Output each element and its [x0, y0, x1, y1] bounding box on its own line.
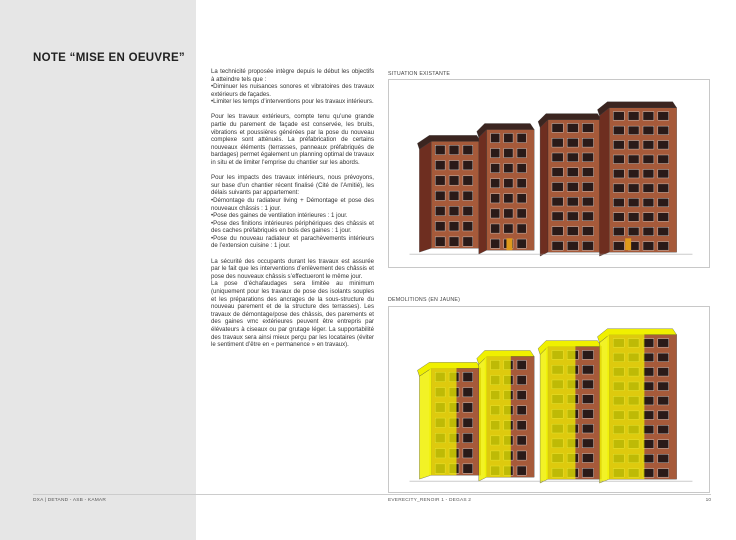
- paragraph-line: La technicité proposée intègre depuis le début les objectifs à atteindre tels que :: [211, 68, 374, 83]
- window: [567, 182, 578, 191]
- window: [643, 213, 654, 222]
- window: [517, 209, 526, 218]
- window: [658, 339, 669, 348]
- window: [643, 184, 654, 193]
- window: [582, 212, 593, 221]
- window: [491, 209, 500, 218]
- window: [491, 133, 500, 142]
- window: [658, 227, 669, 236]
- window: [552, 197, 563, 206]
- window: [613, 213, 624, 222]
- window: [582, 138, 593, 147]
- window: [463, 206, 473, 215]
- body-text: [211, 68, 374, 356]
- window: [613, 227, 624, 236]
- window: [658, 382, 669, 391]
- building-side: [479, 129, 487, 254]
- page-title: NOTE “MISE EN OEUVRE”: [33, 52, 185, 64]
- window: [628, 141, 639, 150]
- window: [463, 145, 473, 154]
- window: [658, 353, 669, 362]
- sidebar-panel: [0, 0, 196, 540]
- paragraph-line: •Limiter les temps d’interventions pour les travaux intérieurs.: [211, 98, 374, 106]
- paragraph-line: •Pose du nouveau radiateur et parachèvements intérieurs de l’extension cuisine : 1 jour.: [211, 234, 374, 250]
- window: [491, 224, 500, 233]
- demolition-highlight: [607, 333, 644, 479]
- window: [504, 133, 513, 142]
- demolition-highlight: [485, 354, 511, 477]
- window: [463, 176, 473, 185]
- entrance-door: [506, 238, 512, 250]
- window: [552, 182, 563, 191]
- window: [643, 396, 654, 405]
- window: [613, 141, 624, 150]
- paragraph-line: •Pose des finitions intérieures périphériques des châssis et des caches préfabriqués en bois des gaines : 1 jour.: [211, 219, 374, 235]
- window: [552, 212, 563, 221]
- window: [628, 227, 639, 236]
- window: [613, 198, 624, 207]
- window: [552, 124, 563, 133]
- window: [449, 145, 459, 154]
- window: [582, 182, 593, 191]
- window: [552, 168, 563, 177]
- window: [491, 194, 500, 203]
- figure-demolitions: [388, 306, 710, 493]
- window: [567, 227, 578, 236]
- window: [567, 241, 578, 250]
- window: [643, 353, 654, 362]
- window: [463, 403, 473, 412]
- window: [582, 380, 593, 389]
- window: [504, 164, 513, 173]
- window: [517, 133, 526, 142]
- window: [613, 126, 624, 135]
- window: [504, 149, 513, 158]
- window: [582, 395, 593, 404]
- footer-divider: [33, 494, 711, 495]
- window: [463, 237, 473, 246]
- window: [628, 126, 639, 135]
- window: [582, 351, 593, 360]
- window: [658, 368, 669, 377]
- window: [463, 464, 473, 473]
- window: [628, 112, 639, 121]
- window: [582, 168, 593, 177]
- window: [552, 241, 563, 250]
- window: [463, 222, 473, 231]
- window: [582, 439, 593, 448]
- window: [643, 169, 654, 178]
- paragraph-line: Pour les impacts des travaux intérieurs, nous prévoyons, sur base d’un chantier récent finalisé (Cité de l’Amitié), les délais suivants par appartement:: [211, 174, 374, 197]
- window: [517, 391, 526, 400]
- footer-project: EVERECITY_RENOIR 1 - DEGAS 2: [388, 498, 472, 503]
- window: [463, 161, 473, 170]
- window: [582, 124, 593, 133]
- demolition-highlight: [546, 345, 575, 480]
- window: [463, 388, 473, 397]
- window: [517, 149, 526, 158]
- window: [582, 227, 593, 236]
- window: [449, 237, 459, 246]
- window: [658, 454, 669, 463]
- window: [517, 179, 526, 188]
- window: [658, 169, 669, 178]
- window: [582, 424, 593, 433]
- window: [643, 440, 654, 449]
- footer-credits: DXA | DETAND - ASB - KAMAR: [33, 498, 106, 503]
- window: [582, 454, 593, 463]
- window: [517, 451, 526, 460]
- window: [463, 449, 473, 458]
- window: [628, 155, 639, 164]
- paragraph-line: •Diminuer les nuisances sonores et vibratoires des travaux extérieurs de façades.: [211, 83, 374, 98]
- window: [628, 184, 639, 193]
- demolition-highlight: [429, 366, 456, 475]
- window: [658, 155, 669, 164]
- window: [517, 224, 526, 233]
- window: [628, 169, 639, 178]
- window: [582, 197, 593, 206]
- window: [582, 468, 593, 477]
- window: [658, 184, 669, 193]
- window: [658, 141, 669, 150]
- building-render-existing: [389, 80, 709, 267]
- window: [582, 153, 593, 162]
- paragraph-line: •Pose des gaines de ventilation intérieures : 1 jour.: [211, 212, 348, 220]
- window: [517, 194, 526, 203]
- paragraph-line: •Démontage du radiateur living + Démontage et pose des nouveaux châssis : 1 jour.: [211, 196, 374, 212]
- paragraph: [211, 258, 374, 349]
- figure-existing-situation: [388, 79, 710, 268]
- window: [449, 161, 459, 170]
- window: [504, 179, 513, 188]
- window: [658, 242, 669, 251]
- paragraph: [211, 113, 374, 166]
- window: [491, 149, 500, 158]
- window: [567, 124, 578, 133]
- window: [449, 191, 459, 200]
- window: [658, 126, 669, 135]
- window: [643, 155, 654, 164]
- window: [643, 411, 654, 420]
- window: [567, 212, 578, 221]
- paragraph-line: La sécurité des occupants durant les travaux est assurée par le fait que les interventions d’enlèvement des châssis et pose des nouveaux châssis s’effectueront le même jour.: [211, 257, 374, 280]
- building-side: [540, 120, 548, 257]
- window: [658, 411, 669, 420]
- window: [435, 191, 445, 200]
- page-number: 10: [705, 498, 711, 503]
- window: [517, 376, 526, 385]
- window: [567, 168, 578, 177]
- paragraph-line: La pose d’échafaudages sera limitée au minimum (uniquement pour les travaux de pose des isolants souples et les préparations des ancrages de la sous-structure du nouveau parement et de la structure des terrasses). Les travaux de démontage/pose des châssis, des parements et des gaines vmc extérieures peuvent être entrepris par élévateurs à ciseaux ou par grutage léger. La supportabilité des travaux sera ainsi mieux perçu par les locataires (éviter le sentiment d’être en « permanence » en travaux).: [211, 280, 374, 349]
- window: [643, 368, 654, 377]
- window: [613, 112, 624, 121]
- building-side: [599, 108, 609, 256]
- window: [504, 194, 513, 203]
- window: [463, 418, 473, 427]
- window: [582, 409, 593, 418]
- window: [643, 227, 654, 236]
- window: [435, 176, 445, 185]
- window: [582, 365, 593, 374]
- window: [552, 227, 563, 236]
- window: [435, 237, 445, 246]
- window: [552, 138, 563, 147]
- window: [643, 242, 654, 251]
- window: [643, 382, 654, 391]
- window: [628, 213, 639, 222]
- figure-caption-demolitions: DEMOLITIONS (EN JAUNE): [388, 297, 461, 303]
- window: [643, 339, 654, 348]
- window: [491, 164, 500, 173]
- window: [463, 191, 473, 200]
- window: [435, 222, 445, 231]
- window: [643, 126, 654, 135]
- window: [567, 153, 578, 162]
- window: [517, 164, 526, 173]
- window: [658, 213, 669, 222]
- window: [504, 209, 513, 218]
- window: [658, 425, 669, 434]
- window: [643, 425, 654, 434]
- window: [567, 197, 578, 206]
- window: [613, 184, 624, 193]
- window: [449, 222, 459, 231]
- window: [517, 421, 526, 430]
- window: [504, 224, 513, 233]
- window: [517, 406, 526, 415]
- window: [643, 469, 654, 478]
- window: [658, 469, 669, 478]
- window: [491, 239, 500, 248]
- entrance-door: [625, 238, 631, 250]
- window: [643, 198, 654, 207]
- window: [643, 112, 654, 121]
- window: [643, 454, 654, 463]
- window: [628, 198, 639, 207]
- paragraph: [211, 68, 374, 106]
- paragraph: [211, 174, 374, 250]
- window: [435, 206, 445, 215]
- building-side: [419, 141, 431, 252]
- window: [435, 161, 445, 170]
- window: [658, 198, 669, 207]
- window: [613, 155, 624, 164]
- window: [552, 153, 563, 162]
- window: [582, 241, 593, 250]
- window: [517, 360, 526, 369]
- window: [643, 141, 654, 150]
- window: [658, 112, 669, 121]
- paragraph-line: Pour les travaux extérieurs, compte tenu qu’une grande partie du parement de façade est conservée, les bruits, vibrations et poussières générées par la pose du nouveau complexe sont atténués. La préfabrication de certains nouveaux éléments (terrasses, panneaux préfabriqués de bardages) permet également un planning optimal de travaux in situ et de limiter l’emprise du chantier sur les abords.: [211, 113, 374, 167]
- window: [517, 436, 526, 445]
- window: [613, 169, 624, 178]
- window: [658, 440, 669, 449]
- figure-caption-existing: SITUATION EXISTANTE: [388, 71, 451, 77]
- window: [517, 466, 526, 475]
- window: [463, 433, 473, 442]
- window: [449, 176, 459, 185]
- window: [613, 242, 624, 251]
- window: [435, 145, 445, 154]
- building-render-demolitions: [389, 307, 709, 492]
- window: [463, 372, 473, 381]
- window: [567, 138, 578, 147]
- window: [658, 396, 669, 405]
- window: [491, 179, 500, 188]
- window: [449, 206, 459, 215]
- window: [517, 239, 526, 248]
